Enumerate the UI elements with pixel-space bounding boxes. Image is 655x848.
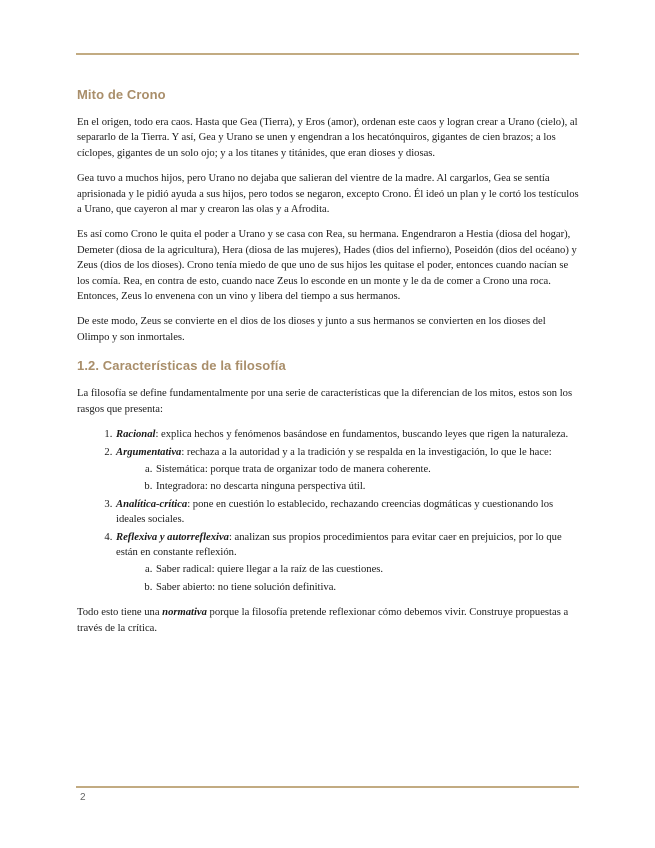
list-item-term: Argumentativa: [116, 446, 182, 458]
footer-rule: [76, 786, 579, 788]
page-number: 2: [80, 792, 86, 803]
section-title-caracteristicas: 1.2. Características de la filosofía: [77, 358, 286, 374]
paragraph: En el origen, todo era caos. Hasta que Gea (Tierra), y Eros (amor), ordenan este caos y logran crear a Urano (cielo), al separarlo de la Tierra. Y así, Gea y Urano se unen y engendran a los hecatónquiros, gigantes de cien brazos; a los cíclopes, gigantes de un solo ojo; y a los titanes y titánides, que eran dioses y diosas.: [77, 117, 578, 159]
closing-text-before: Todo esto tiene una: [77, 607, 163, 619]
closing-term: normativa: [162, 607, 207, 619]
closing-text-after: porque la filosofía pretende reflexionar cómo debemos vivir. Construye propuestas a través de la crítica.: [77, 607, 569, 634]
sub-list-item: a. Saber radical: quiere llegar a la raíz de las cuestiones.: [155, 562, 579, 577]
header-rule: [76, 53, 579, 55]
sub-list: [116, 462, 579, 495]
paragraph: De este modo, Zeus se convierte en el dios de los dioses y junto a sus hermanos se convierten en los dioses del Olimpo y son inmortales.: [77, 316, 546, 343]
list-item-text: : pone en cuestión lo establecido, rechazando creencias dogmáticas y cuestionando los ideales sociales.: [116, 498, 554, 526]
list-item-term: Racional: [116, 429, 156, 441]
list-item-text: : explica hechos y fenómenos basándose en fundamentos, buscando leyes que rigen la naturaleza.: [155, 429, 569, 441]
list-item: [115, 530, 579, 596]
closing-paragraph: [77, 605, 579, 636]
paragraph: Gea tuvo a muchos hijos, pero Urano no dejaba que salieran del vientre de la madre. Al cargarlos, Gea se sentía aprisionada y le pidió ayuda a sus hijos, pero todos se negaron, excepto Crono. Él ideó un plan y le cortó los testículos a Urano, que cayeron al mar y crearon las olas y a Afrodita.: [77, 173, 579, 216]
sub-list-item: b. Saber abierto: no tiene solución definitiva.: [155, 580, 579, 595]
sub-list: [116, 562, 579, 595]
sub-list-item: a. Sistemática: porque trata de organizar todo de manera coherente.: [155, 462, 579, 477]
list-item: [115, 445, 579, 495]
paragraph: Es así como Crono le quita el poder a Urano y se casa con Rea, su hermana. Engendraron a Hestia (diosa del hogar), Demeter (diosa de la agricultura), Hera (diosa de las mujeres), Hades (dios del infierno), Poseidón (dios del océano) y Zeus (dios de los dioses). Crono tenía miedo de que uno de sus hijos les quitase el poder, entonces cuando nacían se los comía. Rea, en contra de esto, cuando nace Zeus lo esconde en un monte y le da de comer a Crono una roca. Entonces, Zeus lo envenena con un vino y libera del tiempo a sus hermanos.: [77, 229, 577, 303]
list-item-text: : rechaza a la autoridad y a la tradición y se respalda en la investigación, lo que le hace:: [181, 446, 552, 458]
list-item-term: Reflexiva y autorreflexiva: [116, 531, 229, 543]
characteristics-list: [77, 427, 579, 595]
list-item: [115, 427, 579, 442]
list-item: [115, 497, 579, 528]
page-content: [77, 86, 579, 646]
section-title-mito-de-crono: Mito de Crono: [77, 87, 166, 102]
sub-list-item: b. Integradora: no descarta ninguna perspectiva útil.: [155, 479, 579, 494]
list-item-text: : analizan sus propios procedimientos para evitar caer en prejuicios, por lo que están en constante reflexión.: [116, 531, 562, 558]
intro-paragraph: La filosofía se define fundamentalmente por una serie de características que la diferencian de los mitos, estos son los rasgos que presenta:: [77, 388, 573, 415]
list-item-term: Analítica-crítica: [116, 498, 188, 510]
